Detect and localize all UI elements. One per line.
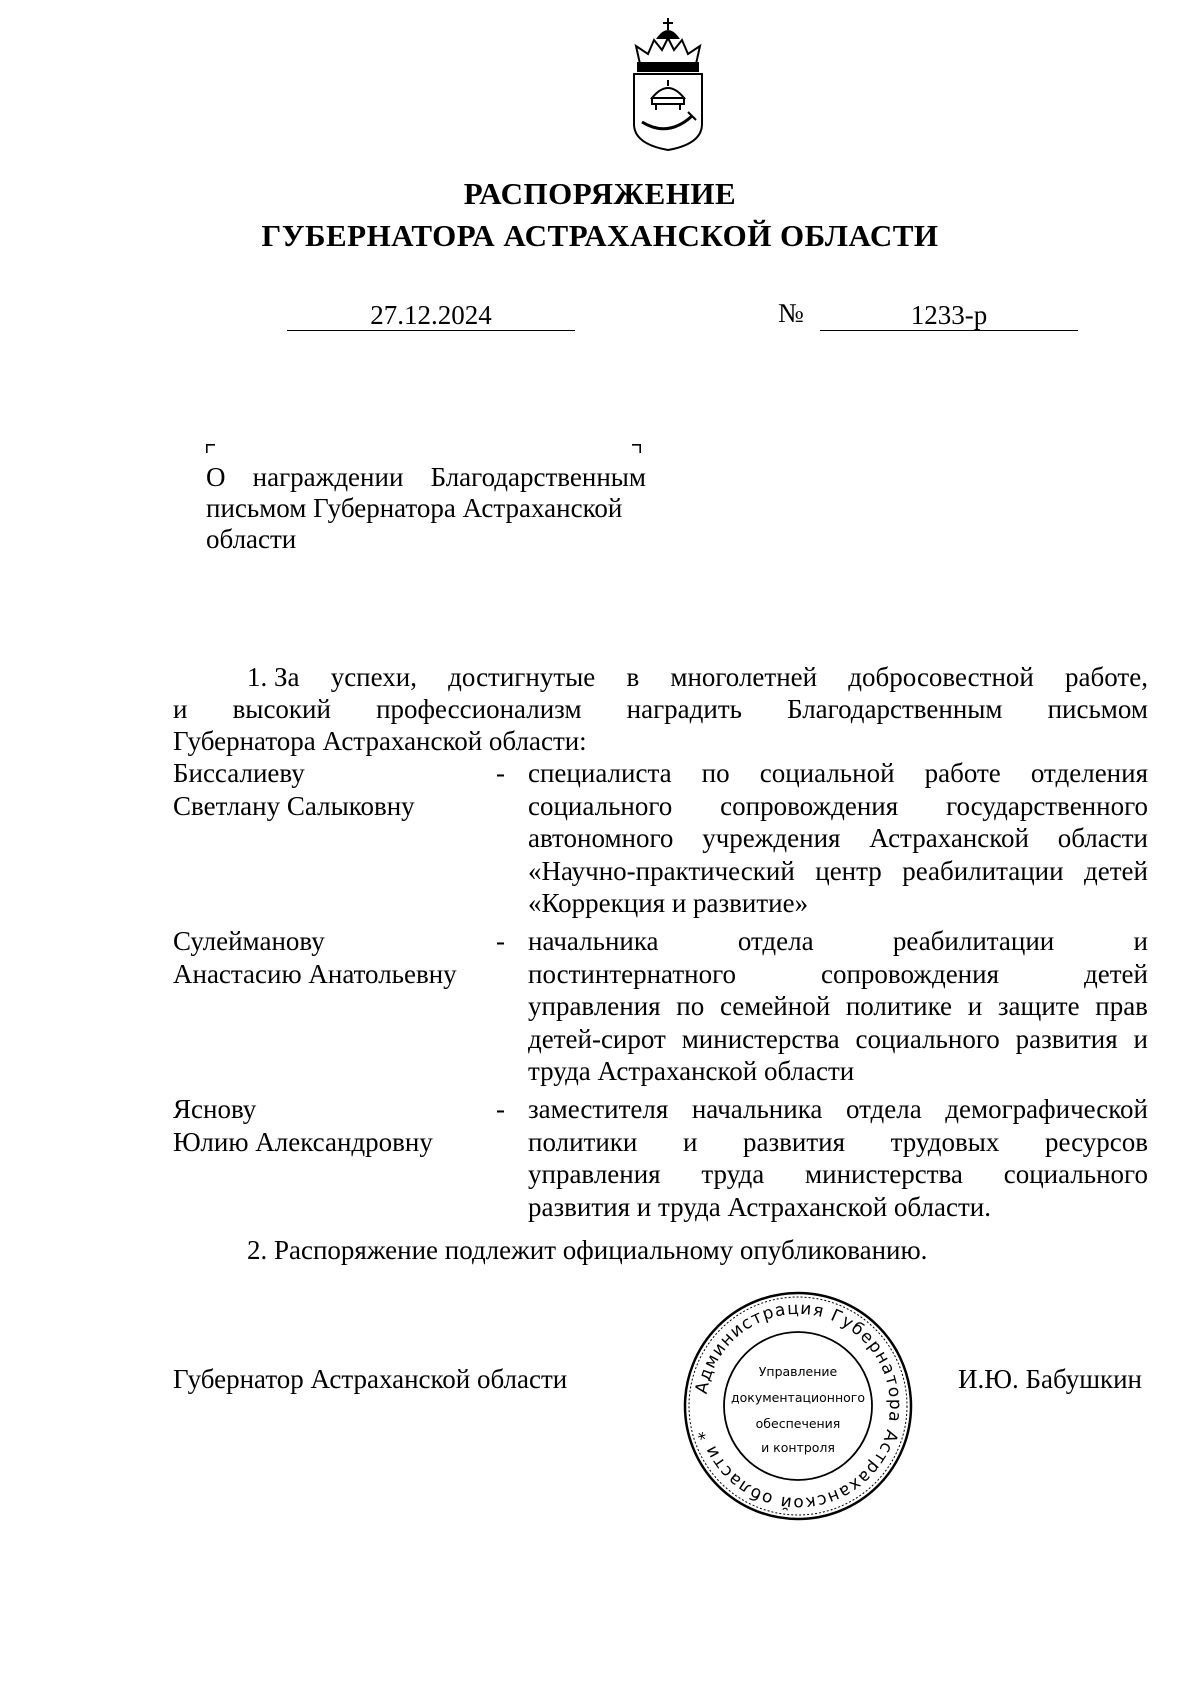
awardee-1-name: Биссалиеву Светлану Салыковну (173, 758, 415, 821)
awardee-2-description: начальника отдела реабилитации и постинтернатного сопровождения детей управления по семейной политике и защите прав детей-сирот министерства социального развития и труда Астраханской области (528, 926, 1148, 1086)
awardee-1-dash: - (496, 758, 505, 788)
subject-line-1: О награждении Благодарственным (206, 462, 646, 492)
coat-of-arms-icon (618, 16, 718, 156)
svg-text:обеспечения: обеспечения (755, 1416, 841, 1431)
official-seal-stamp (682, 1290, 914, 1522)
paragraph-2: 2. Распоряжение подлежит официальному опубликованию. (247, 1235, 928, 1265)
svg-text:документационного: документационного (731, 1390, 865, 1405)
signature-position: Губернатор Астраханской области (173, 1364, 568, 1394)
signature-name: И.Ю. Бабушкин (958, 1364, 1143, 1394)
bracket-top-right (632, 444, 641, 453)
document-subject (206, 462, 646, 555)
document-date: 27.12.2024 (287, 300, 575, 331)
number-label: № (778, 298, 804, 328)
svg-text:Управление: Управление (758, 1364, 838, 1379)
document-number: 1233-р (820, 300, 1078, 331)
awardee-3-name: Яснову Юлию Александровну (173, 1094, 433, 1157)
bracket-top-left (206, 444, 215, 453)
awardee-2-name: Сулейманову Анастасию Анатольевну (173, 926, 457, 989)
paragraph-1-line-1: 1. За успехи, достигнутые в многолетней добросовестной работе, (247, 662, 1148, 692)
awardee-1-description: специалиста по социальной работе отделения социального сопровождения государственного автономного учреждения Астраханской области «Научно-практический центр реабилитации детей «Коррекция и развитие» (528, 758, 1148, 918)
document-title: РАСПОРЯЖЕНИЕ (463, 176, 737, 211)
awardee-2-dash: - (496, 926, 505, 956)
svg-text:Администрация Губернатора Астр: Администрация Губернатора Астраханской области * (691, 1298, 906, 1514)
awardee-3-description: заместителя начальника отдела демографической политики и развития трудовых ресурсов управления труда министерства социального развития и труда Астраханской области. (528, 1094, 1148, 1222)
awardee-3-dash: - (496, 1094, 505, 1124)
subject-line-3: области (206, 524, 297, 554)
paragraph-1-line-3: Губернатора Астраханской области: (173, 726, 587, 756)
subject-line-2: письмом Губернатора Астраханской (206, 493, 623, 523)
svg-text:и контроля: и контроля (761, 1440, 835, 1455)
paragraph-1-line-2: и высокий профессионализм наградить Благодарственным письмом (173, 694, 1148, 724)
document-authority: ГУБЕРНАТОРА АСТРАХАНСКОЙ ОБЛАСТИ (261, 218, 939, 253)
